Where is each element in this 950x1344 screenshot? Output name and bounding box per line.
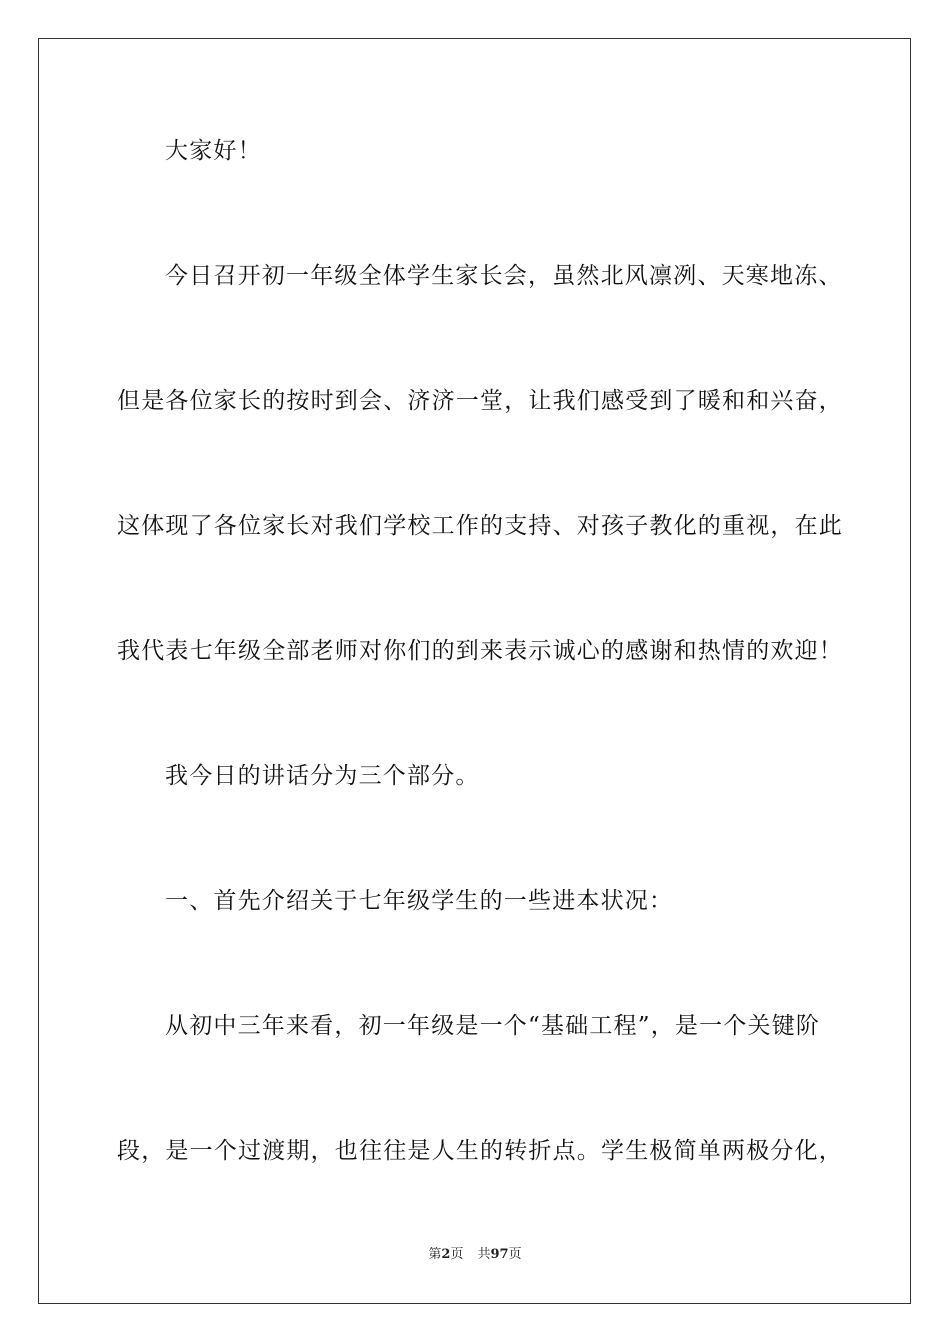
body-line: 但是各位家长的按时到会、济济一堂，让我们感受到了暖和和兴奋， xyxy=(117,388,843,414)
page-footer xyxy=(0,1246,950,1264)
body-line: 段，是一个过渡期，也往往是人生的转折点。学生极简单两极分化， xyxy=(117,1138,843,1164)
greeting-line: 大家好！ xyxy=(165,138,262,164)
page-suffix: 页 xyxy=(450,1247,464,1262)
body-line: 我代表七年级全部老师对你们的到来表示诚心的感谢和热情的欢迎！ xyxy=(117,638,843,664)
page-border xyxy=(38,38,911,1304)
page-prefix: 第 xyxy=(428,1247,442,1262)
total-suffix: 页 xyxy=(508,1247,522,1262)
body-line: 我今日的讲话分为三个部分。 xyxy=(165,763,480,789)
body-line: 从初中三年来看，初一年级是一个“基础工程”，是一个关键阶 xyxy=(165,1013,821,1039)
total-prefix: 共 xyxy=(477,1247,491,1262)
body-line: 这体现了各位家长对我们学校工作的支持、对孩子教化的重视，在此 xyxy=(117,513,843,539)
total-pages-number: 97 xyxy=(490,1247,509,1262)
body-line: 今日召开初一年级全体学生家长会，虽然北风凛冽、天寒地冻、 xyxy=(165,263,843,289)
section-heading: 一、首先介绍关于七年级学生的一些进本状况： xyxy=(165,888,674,914)
current-page-number: 2 xyxy=(441,1247,451,1262)
